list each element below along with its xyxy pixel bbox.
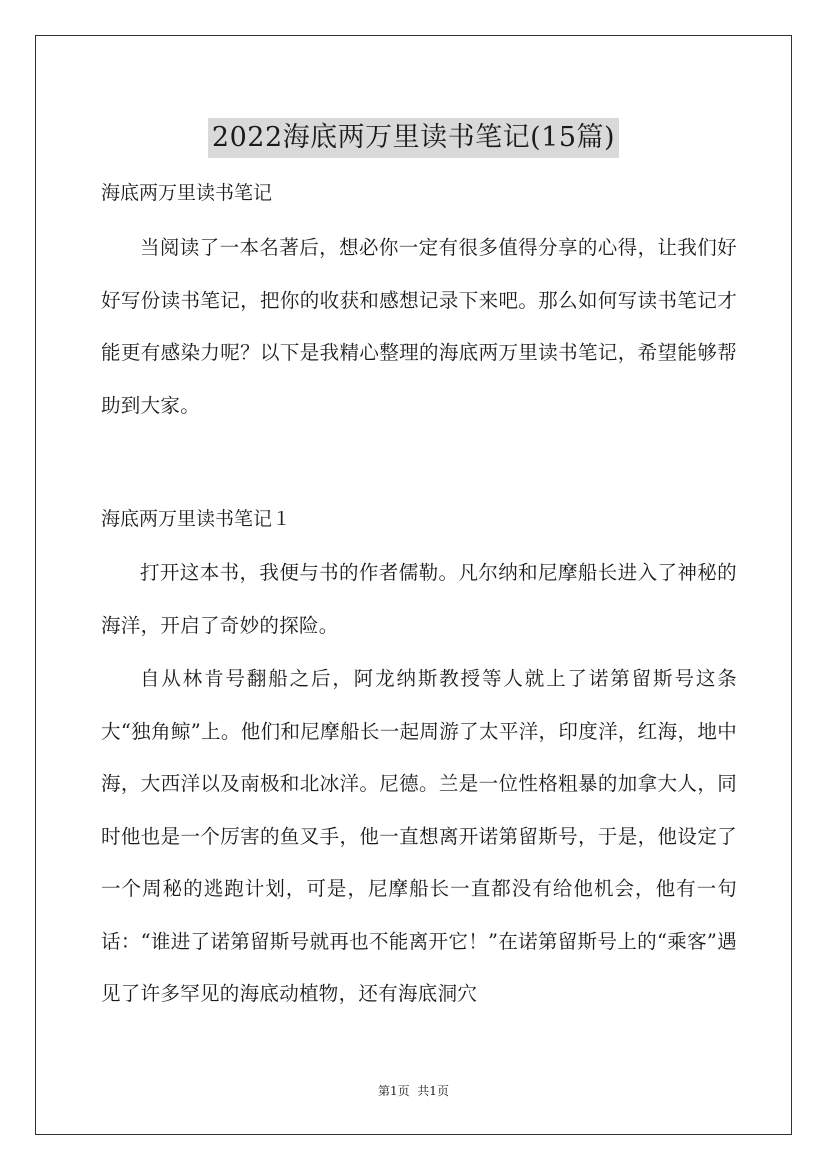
- intro-heading: 海底两万里读书笔记: [101, 182, 273, 204]
- section1-paragraph-1: 打开这本书，我便与书的作者儒勒。凡尔纳和尼摩船长进入了神秘的海洋，开启了奇妙的探险。: [101, 561, 737, 637]
- page-footer: 第1页 共1页: [378, 1084, 449, 1098]
- title-container: [0, 100, 827, 176]
- section-heading-1: 海底两万里读书笔记１: [101, 508, 292, 530]
- document-title: 2022海底两万里读书笔记(15篇): [208, 118, 619, 158]
- intro-paragraph: 当阅读了一本名著后，想必你一定有很多值得分享的心得，让我们好好写份读书笔记，把你的收获和感想记录下来吧。那么如何写读书笔记才能更有感染力呢？以下是我精心整理的海底两万里读书笔记，希望能够帮助到大家。: [101, 236, 737, 417]
- section1-paragraph-2: 自从林肯号翻船之后，阿龙纳斯教授等人就上了诺第留斯号这条大“独角鲸”上。他们和尼摩船长一起周游了太平洋，印度洋，红海，地中海，大西洋以及南极和北冰洋。尼德。兰是一位性格粗暴的加拿大人，同时他也是一个厉害的鱼叉手，他一直想离开诺第留斯号，于是，他设定了一个周秘的逃跑计划，可是，尼摩船长一直都没有给他机会，他有一句话：“谁进了诺第留斯号就再也不能离开它！”在诺第留斯号上的“乘客”遇见了许多罕见的海底动植物，还有海底洞穴: [101, 667, 737, 1005]
